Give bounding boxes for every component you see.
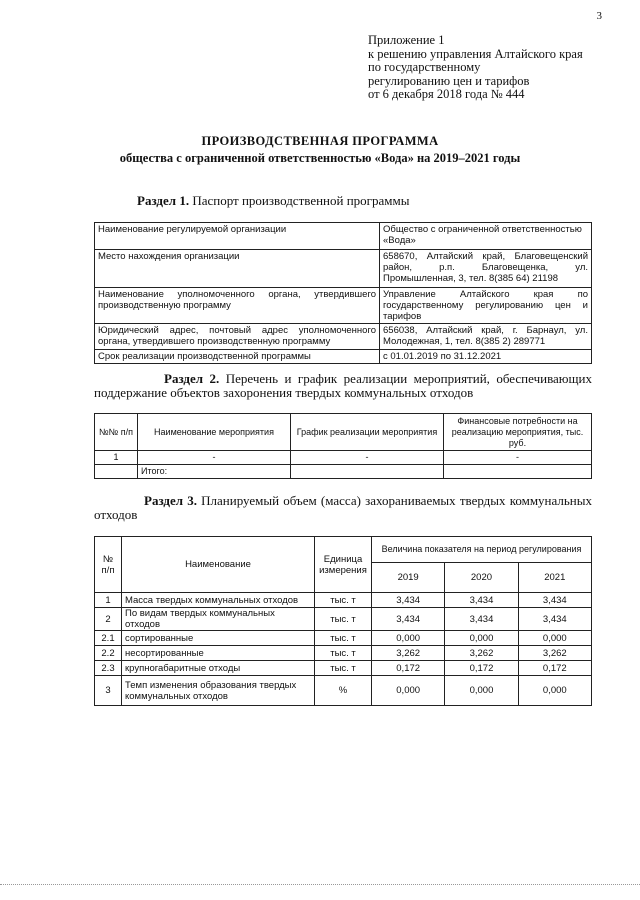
column-header: №№ п/п xyxy=(95,414,138,451)
table-row xyxy=(95,350,592,364)
row-value: 3,434 xyxy=(372,593,445,608)
row-unit: тыс. т xyxy=(315,646,372,661)
section1-text: Паспорт производственной программы xyxy=(189,193,410,208)
passport-field-name: Наименование уполномоченного органа, утвердившего производственную программу xyxy=(95,288,380,324)
row-name: несортированные xyxy=(122,646,315,661)
row-value: 0,172 xyxy=(518,661,591,676)
row-value: 3,262 xyxy=(445,646,518,661)
row-value: 3,434 xyxy=(518,593,591,608)
section2-label: Раздел 2. xyxy=(164,371,220,386)
column-header-period: Величина показателя на период регулирования xyxy=(372,537,592,563)
passport-field-value: Управление Алтайского края по государственному регулированию цен и тарифов xyxy=(380,288,592,324)
row-name: крупногабаритные отходы xyxy=(122,661,315,676)
passport-table xyxy=(94,222,592,364)
row-name: Темп изменения образования твердых коммунальных отходов xyxy=(122,676,315,706)
section3-label: Раздел 3. xyxy=(144,493,197,508)
table-cell: 1 xyxy=(95,451,138,465)
row-value: 3,434 xyxy=(372,608,445,631)
table-cell: - xyxy=(291,451,444,465)
row-name: По видам твердых коммунальных отходов xyxy=(122,608,315,631)
appendix-line: Приложение 1 xyxy=(368,33,445,47)
row-name: сортированные xyxy=(122,631,315,646)
appendix-line: регулированию цен и тарифов xyxy=(368,73,530,88)
row-num: 3 xyxy=(95,676,122,706)
section1-label: Раздел 1. xyxy=(137,193,190,208)
row-unit: тыс. т xyxy=(315,608,372,631)
section3-text: Планируемый объем (масса) захораниваемых твердых коммунальных отходов xyxy=(94,493,593,522)
section2-heading xyxy=(94,372,592,400)
passport-field-value: с 01.01.2019 по 31.12.2021 xyxy=(380,350,592,364)
row-num: 2.1 xyxy=(95,631,122,646)
row-unit: тыс. т xyxy=(315,593,372,608)
passport-field-value: 656038, Алтайский край, г. Барнаул, ул. Молодежная, 1, тел. 8(385 2) 289771 xyxy=(380,324,592,350)
column-header-year: 2020 xyxy=(445,563,518,593)
row-value: 3,434 xyxy=(445,608,518,631)
row-value: 3,262 xyxy=(372,646,445,661)
appendix-line: от 6 декабря 2018 года № 444 xyxy=(368,87,525,102)
row-num: 1 xyxy=(95,593,122,608)
row-value: 0,000 xyxy=(518,631,591,646)
section1-heading xyxy=(137,194,409,208)
row-unit: тыс. т xyxy=(315,661,372,676)
table-row xyxy=(95,288,592,324)
table-row xyxy=(95,608,592,631)
table-row xyxy=(95,661,592,676)
column-header: Финансовые потребности на реализацию мероприятия, тыс. руб. xyxy=(444,414,592,451)
column-header-year: 2021 xyxy=(518,563,591,593)
column-header-unit: Единица измерения xyxy=(315,537,372,593)
section2-text: Перечень и график реализации мероприятий, обеспечивающих поддержание объектов захоронения твердых коммунальных отходов xyxy=(94,371,592,400)
table-cell xyxy=(291,465,444,479)
row-unit: тыс. т xyxy=(315,631,372,646)
column-header-year: 2019 xyxy=(372,563,445,593)
appendix-header xyxy=(368,34,618,102)
table-row xyxy=(95,324,592,350)
document-title: ПРОИЗВОДСТВЕННАЯ ПРОГРАММА xyxy=(201,134,439,148)
passport-field-value: Общество с ограниченной ответственностью «Вода» xyxy=(380,223,592,250)
table-row xyxy=(95,250,592,288)
table-total-row xyxy=(95,465,592,479)
appendix-line: к решению управления Алтайского края xyxy=(368,46,583,61)
page-number: 3 xyxy=(596,10,602,22)
row-value: 0,172 xyxy=(445,661,518,676)
table-cell xyxy=(444,465,592,479)
row-unit: % xyxy=(315,676,372,706)
row-name: Масса твердых коммунальных отходов xyxy=(122,593,315,608)
appendix-line: по государственному xyxy=(368,60,481,75)
document-subtitle: общества с ограниченной ответственностью «Вода» на 2019–2021 годы xyxy=(119,151,521,165)
table-header-row xyxy=(95,414,592,451)
volume-table xyxy=(94,536,592,706)
row-value: 0,000 xyxy=(445,676,518,706)
table-cell: - xyxy=(444,451,592,465)
table-row xyxy=(95,646,592,661)
table-cell xyxy=(95,465,138,479)
row-value: 3,434 xyxy=(518,608,591,631)
column-header: График реализации мероприятия xyxy=(291,414,444,451)
column-header-num: № п/п xyxy=(95,537,122,593)
passport-field-value: 658670, Алтайский край, Благовещенский район, р.п. Благовещенка, ул. Промышленная, 3, тел. 8(385 64) 21198 xyxy=(380,250,592,288)
table-cell: - xyxy=(138,451,291,465)
table-row xyxy=(95,676,592,706)
row-num: 2 xyxy=(95,608,122,631)
table-row xyxy=(95,631,592,646)
row-value: 3,434 xyxy=(445,593,518,608)
row-value: 0,172 xyxy=(372,661,445,676)
table-header-row xyxy=(95,537,592,563)
passport-field-name: Срок реализации производственной программы xyxy=(95,350,380,364)
table-row xyxy=(95,593,592,608)
row-value: 0,000 xyxy=(372,631,445,646)
row-num: 2.2 xyxy=(95,646,122,661)
row-value: 0,000 xyxy=(445,631,518,646)
column-header: Наименование мероприятия xyxy=(138,414,291,451)
row-num: 2.3 xyxy=(95,661,122,676)
measures-table xyxy=(94,413,592,479)
total-label: Итого: xyxy=(138,465,291,479)
row-value: 3,262 xyxy=(518,646,591,661)
table-row xyxy=(95,451,592,465)
passport-field-name: Место нахождения организации xyxy=(95,250,380,288)
passport-field-name: Наименование регулируемой организации xyxy=(95,223,380,250)
row-value: 0,000 xyxy=(518,676,591,706)
table-row xyxy=(95,223,592,250)
page-bottom-divider xyxy=(0,884,640,885)
row-value: 0,000 xyxy=(372,676,445,706)
column-header-name: Наименование xyxy=(122,537,315,593)
passport-field-name: Юридический адрес, почтовый адрес уполномоченного органа, утвердившего производственную программу xyxy=(95,324,380,350)
section3-heading xyxy=(94,494,592,522)
